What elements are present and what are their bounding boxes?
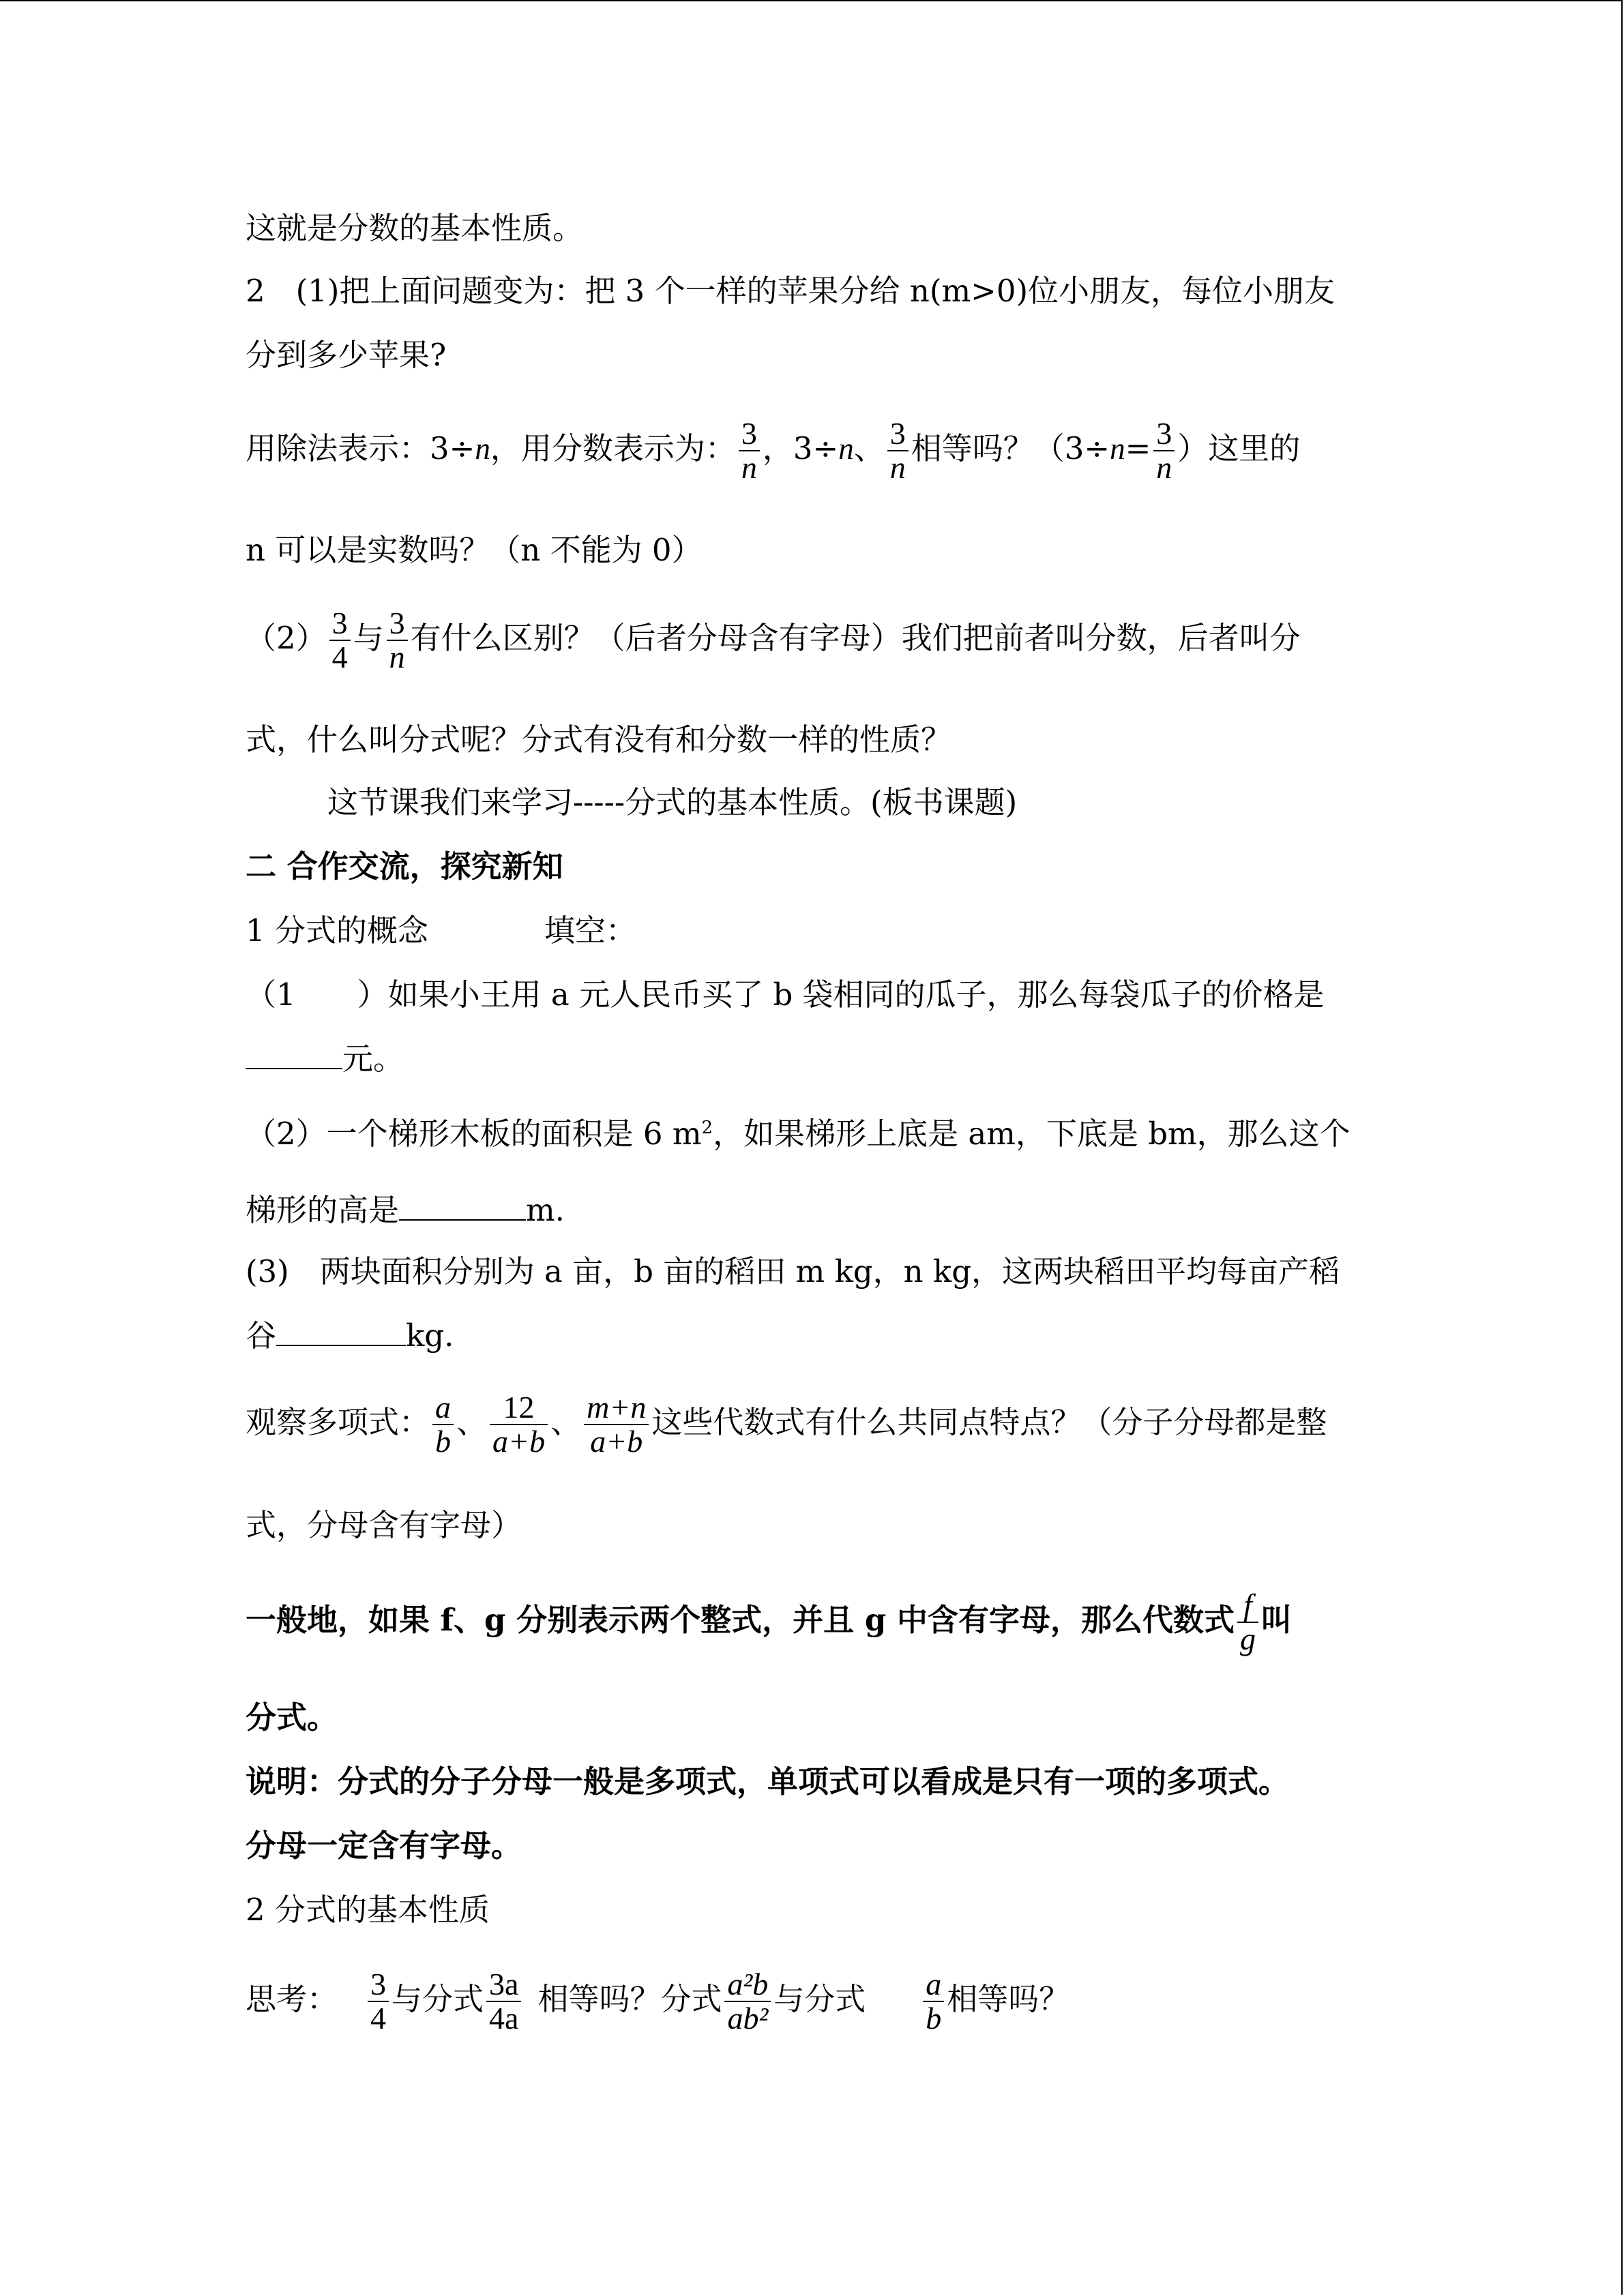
fraction-12-over-a-plus-b: $\frac{12}{a+b}$ — [490, 1391, 548, 1459]
definition-cont: 分式。 — [246, 1699, 338, 1735]
fraction-3-over-n: $\frac{3}{n}$ — [1153, 417, 1175, 485]
fraction-3-over-4: $\frac{3}{4}$ — [368, 1968, 389, 2036]
paragraph-think: 思考： $\frac{3}{4}$ 与分式 $\frac{3a}{4a}$ 相等吗？分式 $\frac{\text{a²b}}{\text{ab²}}$ 与分式 $\frac{a}{b}$ 相等吗？ — [246, 1967, 1070, 2036]
fraction-3-over-n: $\frac{3}{n}$ — [739, 417, 760, 485]
paragraph-observe: 观察多项式： $\frac{a}{b}$ 、 $\frac{12}{a+b}$ 、 $\frac{m+n}{a+b}$ 这些代数式有什么共同点特点？（分子分母都是整 — [246, 1390, 1327, 1459]
exercise-2: （2）一个梯形木板的面积是 6 $m^2$，如果梯形上底是 am，下底是 bm，那么这个 — [246, 1116, 1350, 1152]
fraction-a-over-b: $\frac{a}{b}$ — [432, 1391, 454, 1459]
exercise-1-answer: 元。 — [246, 1043, 404, 1074]
section-heading-2: 二 合作交流，探究新知 — [246, 848, 563, 884]
exercise-1: （1 ）如果小王用 a 元人民币买了 b 袋相同的瓜子，那么每袋瓜子的价格是 — [246, 976, 1325, 1013]
paragraph-n-real: n 可以是实数吗？（n 不能为 0） — [246, 532, 703, 568]
exercise-2-answer: 梯形的高是 m. — [246, 1192, 565, 1228]
exercise-3: (3) 两块面积分别为 a 亩，b 亩的稻田 m kg，n kg，这两块稻田平均每亩产稻 — [246, 1253, 1340, 1289]
fraction-3-over-n: $\frac{3}{n}$ — [887, 417, 909, 485]
paragraph-division: 用除法表示：3÷n，用分数表示为： $\frac{3}{n}$ ，3÷n、 $\frac{3}{n}$ 相等吗？（3÷n= $\frac{3}{n}$ ）这里的 — [246, 416, 1301, 486]
paragraph-lesson-topic: 这节课我们来学习-----分式的基本性质。(板书课题) — [327, 784, 1018, 820]
paragraph-difference: （2） $\frac{3}{4}$ 与 $\frac{3}{n}$ 有什么区别？（后者分母含有字母）我们把前者叫分数，后者叫分 — [246, 606, 1301, 675]
paragraph-what-is-fraction: 式，什么叫分式呢？分式有没有和分数一样的性质？ — [246, 721, 952, 758]
exercise-3-answer: 谷 kg. — [246, 1317, 454, 1354]
subsection-basic-property: 2 分式的基本性质 — [246, 1892, 490, 1928]
fraction-m-plus-n-over-a-plus-b: $\frac{m+n}{a+b}$ — [584, 1391, 649, 1459]
paragraph-question-2-cont: 分到多少苹果? — [246, 337, 447, 373]
paragraph-question-2: 2 (1)把上面问题变为：把 3 个一样的苹果分给 n(m>0)位小朋友，每位小朋友 — [246, 273, 1335, 309]
note-line-1: 说明：分式的分子分母一般是多项式，单项式可以看成是只有一项的多项式。 — [246, 1763, 1290, 1800]
fraction-3-over-4: $\frac{3}{4}$ — [329, 607, 351, 674]
fraction-a-over-b: $\frac{a}{b}$ — [923, 1968, 944, 2036]
fraction-3a-over-4a: $\frac{3a}{4a}$ — [486, 1968, 521, 2036]
fraction-3-over-n: $\frac{3}{n}$ — [387, 607, 408, 674]
subsection-concept: 1 分式的概念 填空： — [246, 912, 636, 949]
note-line-2: 分母一定含有字母。 — [246, 1828, 522, 1864]
answer-blank — [276, 1345, 406, 1346]
answer-blank — [246, 1068, 342, 1069]
fraction-a2b-over-ab2: $\frac{\text{a²b}}{\text{ab²}}$ — [724, 1968, 771, 2036]
definition: 一般地，如果 f、g 分别表示两个整式，并且 g 中含有字母，那么代数式 $\frac{f}{g}$ 叫 — [246, 1587, 1292, 1657]
paragraph-observe-cont: 式，分母含有字母） — [246, 1507, 522, 1543]
answer-blank — [399, 1219, 526, 1221]
paragraph-basic-property: 这就是分数的基本性质。 — [246, 210, 584, 246]
fraction-f-over-g: $\frac{f}{g}$ — [1237, 1589, 1258, 1656]
